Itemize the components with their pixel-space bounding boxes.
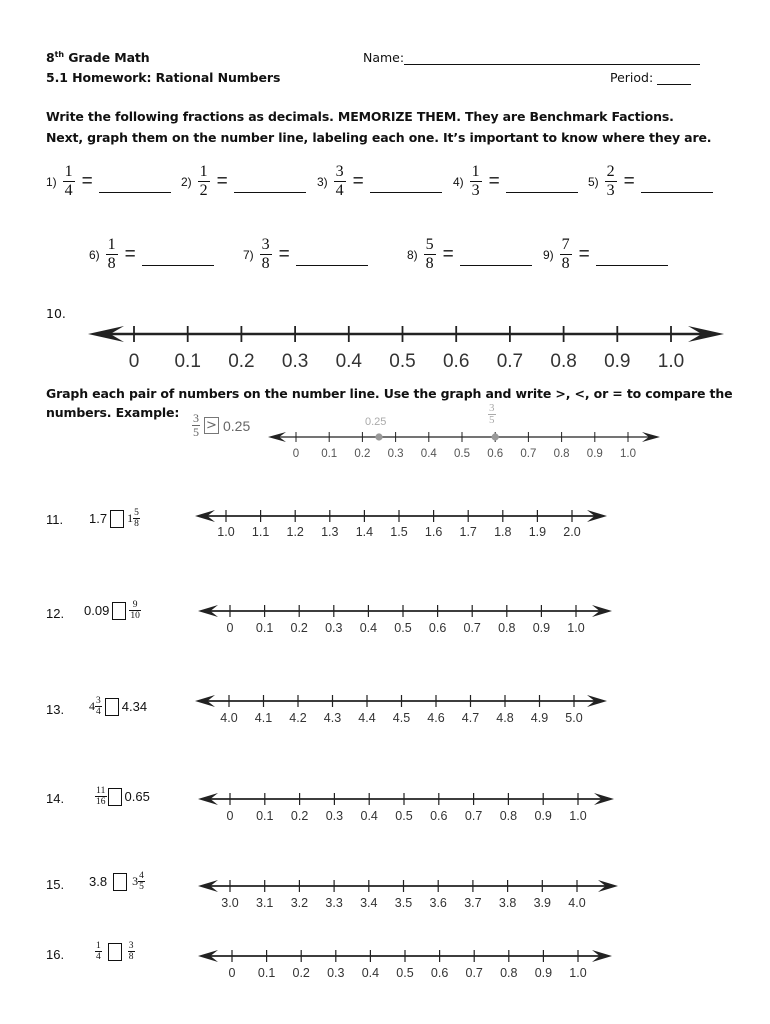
equals-sign: = <box>623 170 635 192</box>
compare-answer-box[interactable] <box>105 698 119 716</box>
tick-label: 0.4 <box>360 809 378 823</box>
tick-label: 0.2 <box>228 351 255 372</box>
tick-label: 0.9 <box>604 351 631 372</box>
problem-number: 2) <box>181 174 192 189</box>
compare-answer-box[interactable] <box>110 510 124 528</box>
grade-number: 8 <box>46 50 55 66</box>
denominator: 8 <box>561 255 570 272</box>
compare-answer-box[interactable] <box>108 788 122 806</box>
numerator: 3 <box>261 236 270 253</box>
question-16-number: 16. <box>46 947 65 962</box>
tick-label: 4.4 <box>358 711 376 725</box>
tick-label: 3.7 <box>464 896 482 910</box>
number-line-10[interactable] <box>88 322 724 374</box>
denominator: 4 <box>96 952 101 962</box>
numerator: 3 <box>193 411 199 425</box>
tick-label: 0.1 <box>256 809 274 823</box>
equals-sign: = <box>442 243 454 265</box>
answer-blank[interactable] <box>99 179 171 193</box>
tick-label: 0 <box>226 621 234 635</box>
denominator: 16 <box>96 797 106 807</box>
numerator: 3 <box>128 941 134 951</box>
numerator: 1 <box>64 163 73 180</box>
right-fraction <box>133 508 140 529</box>
name-label: Name: <box>363 50 405 65</box>
tick-label: 0.6 <box>430 809 448 823</box>
fraction <box>260 236 272 273</box>
denominator: 10 <box>130 611 140 621</box>
denominator: 3 <box>471 182 480 199</box>
tick-label: 4.0 <box>220 711 238 725</box>
tick-label: 5.0 <box>565 711 583 725</box>
tick-label: 0.9 <box>534 809 552 823</box>
answer-blank[interactable] <box>596 252 668 266</box>
plotted-point <box>492 433 499 440</box>
left-mixed-number <box>89 696 102 717</box>
tick-label: 0.9 <box>532 621 551 635</box>
tick-label: 0.2 <box>292 966 310 980</box>
tick-label: 0.1 <box>321 448 338 460</box>
problem-number: 6) <box>89 247 100 262</box>
tick-label: 0.3 <box>325 621 343 635</box>
tick-label: 4.2 <box>289 711 307 725</box>
right-mixed-number <box>127 508 140 529</box>
fraction-problem-1 <box>46 163 171 200</box>
question-14-number: 14. <box>46 791 65 806</box>
tick-label: 3.3 <box>325 896 343 910</box>
name-field[interactable] <box>363 50 700 65</box>
tick-label: 0.9 <box>586 448 603 460</box>
question-15-number: 15. <box>46 877 65 892</box>
problem-number: 7) <box>243 247 254 262</box>
tick-label: 0.7 <box>464 809 483 823</box>
tick-label: 0 <box>226 809 234 823</box>
tick-label: 0.3 <box>387 448 404 460</box>
tick-label: 0 <box>228 966 236 980</box>
tick-label: 3.1 <box>256 896 274 910</box>
fraction-problem-7 <box>243 236 368 273</box>
numerator: 7 <box>561 236 570 253</box>
tick-label: 3.4 <box>360 896 378 910</box>
fraction-problem-9 <box>543 236 668 273</box>
whole: 3 <box>132 874 139 888</box>
answer-blank[interactable] <box>460 252 532 266</box>
assignment-title: 5.1 Homework: Rational Numbers <box>46 70 281 85</box>
denominator: 8 <box>134 519 139 529</box>
fraction <box>63 163 75 200</box>
tick-label: 0.4 <box>335 351 363 372</box>
fraction <box>334 163 346 200</box>
numerator: 3 <box>489 402 495 414</box>
tick-label: 1.6 <box>424 525 443 539</box>
denominator: 8 <box>128 952 134 962</box>
tick-label: 0 <box>292 448 300 460</box>
answer-blank[interactable] <box>370 179 442 193</box>
whole: 4 <box>89 699 95 713</box>
tick-label: 0.5 <box>394 621 412 635</box>
fraction <box>605 163 617 200</box>
tick-label: 0.7 <box>465 966 483 980</box>
question-11-comparison <box>89 508 140 529</box>
denominator: 5 <box>193 425 199 439</box>
tick-label: 3.0 <box>221 896 239 910</box>
number-line-13[interactable] <box>195 691 607 727</box>
left-fraction <box>95 786 107 807</box>
tick-label: 0.7 <box>520 448 537 460</box>
example-value: 0.25 <box>223 417 251 434</box>
period-line[interactable] <box>657 72 691 85</box>
number-line-11[interactable] <box>195 505 607 541</box>
number-line-15[interactable] <box>198 876 618 912</box>
question-11-number: 11. <box>46 512 64 527</box>
fraction <box>424 236 436 273</box>
right-mixed-number <box>132 871 145 892</box>
compare-instructions-line-2: numbers. Example: <box>46 405 180 420</box>
problem-number: 4) <box>453 174 464 189</box>
fraction-problem-2 <box>181 163 306 200</box>
tick-label: 0.3 <box>281 351 309 372</box>
denominator: 8 <box>425 255 434 272</box>
tick-label: 1.0 <box>569 809 587 823</box>
numerator: 1 <box>107 236 116 253</box>
question-13-number: 13. <box>46 702 65 717</box>
answer-blank[interactable] <box>641 179 713 193</box>
grade-subject: Grade Math <box>63 50 150 66</box>
numerator: 4 <box>139 871 144 881</box>
numerator: 3 <box>96 696 101 706</box>
example-comparison <box>192 412 250 439</box>
tick-label: 4.6 <box>427 711 445 725</box>
tick-label: 0.4 <box>420 448 437 460</box>
equals-sign: = <box>81 170 93 192</box>
answer-blank[interactable] <box>234 179 306 193</box>
tick-label: 4.9 <box>530 711 549 725</box>
tick-label: 0.8 <box>553 448 570 460</box>
tick-label: 0 <box>128 351 140 372</box>
example-symbol-box: > <box>204 417 219 434</box>
question-12-number: 12. <box>46 606 65 621</box>
tick-label: 1.0 <box>567 621 585 635</box>
left-fraction <box>95 696 102 717</box>
compare-answer-box[interactable] <box>112 602 126 620</box>
denominator: 4 <box>335 182 344 199</box>
problem-10-label: 10. <box>46 306 66 321</box>
fraction <box>560 236 572 273</box>
equals-sign: = <box>278 243 290 265</box>
left-value: 0.09 <box>84 603 110 618</box>
fraction <box>106 236 118 273</box>
tick-label: 1.0 <box>657 351 685 372</box>
tick-label: 0.9 <box>534 966 553 980</box>
example-point-label-fraction <box>488 403 496 426</box>
grade-title <box>46 50 150 65</box>
example-fraction <box>192 412 200 439</box>
example-point-label-decimal: 0.25 <box>365 416 387 428</box>
equals-sign: = <box>352 170 364 192</box>
denominator: 4 <box>96 707 101 717</box>
answer-blank[interactable] <box>506 179 578 193</box>
tick-label: 1.5 <box>390 525 408 539</box>
right-value: 4.34 <box>121 699 148 714</box>
tick-label: 3.2 <box>290 896 309 910</box>
tick-label: 0.4 <box>359 621 378 635</box>
compare-answer-box[interactable] <box>113 873 127 891</box>
numerator: 5 <box>134 508 139 518</box>
tick-label: 1.2 <box>286 525 304 539</box>
right-fraction <box>128 941 135 962</box>
tick-label: 3.8 <box>498 896 517 910</box>
number-line-12[interactable] <box>198 603 612 639</box>
question-16-comparison <box>95 941 135 962</box>
tick-label: 0.6 <box>430 966 449 980</box>
fraction <box>198 163 210 200</box>
period-field[interactable] <box>610 70 691 85</box>
left-fraction <box>95 941 102 962</box>
numerator: 11 <box>96 786 106 796</box>
tick-label: 1.0 <box>569 966 587 980</box>
tick-label: 1.7 <box>459 525 477 539</box>
problem-number: 5) <box>588 174 599 189</box>
tick-label: 3.6 <box>429 896 447 910</box>
tick-label: 1.3 <box>321 525 339 539</box>
numerator: 1 <box>471 163 480 180</box>
question-13-comparison <box>89 696 147 717</box>
denominator: 3 <box>606 182 615 199</box>
number-line-14[interactable] <box>198 789 614 825</box>
instructions-line-2: Next, graph them on the number line, labeling each one. It’s important to know where they are. <box>46 130 712 145</box>
tick-label: 0.2 <box>290 621 308 635</box>
tick-label: 0.6 <box>442 351 470 372</box>
equals-sign: = <box>216 170 228 192</box>
tick-label: 0.8 <box>499 809 518 823</box>
denominator: 8 <box>261 255 270 272</box>
tick-label: 0.7 <box>496 351 524 372</box>
fraction-problem-5 <box>588 163 713 200</box>
question-15-comparison <box>89 871 145 892</box>
whole: 1 <box>127 511 134 525</box>
equals-sign: = <box>488 170 500 192</box>
fraction-problem-3 <box>317 163 442 200</box>
problem-number: 3) <box>317 174 328 189</box>
problem-number: 9) <box>543 247 554 262</box>
tick-label: 0.7 <box>463 621 481 635</box>
tick-label: 1.1 <box>251 525 270 539</box>
tick-label: 0.4 <box>361 966 380 980</box>
tick-label: 0.6 <box>428 621 447 635</box>
name-line[interactable] <box>404 52 700 65</box>
tick-label: 0.5 <box>454 448 470 460</box>
left-value: 3.8 <box>89 874 108 889</box>
denominator: 2 <box>199 182 208 199</box>
tick-label: 0.3 <box>325 809 344 823</box>
compare-answer-box[interactable] <box>108 943 122 961</box>
numerator: 2 <box>606 163 615 180</box>
left-value: 1.7 <box>89 511 108 526</box>
tick-label: 4.5 <box>392 711 411 725</box>
tick-label: 1.9 <box>528 525 547 539</box>
tick-label: 1.0 <box>620 448 636 460</box>
instructions-line-1: Write the following fractions as decimals. MEMORIZE THEM. They are Benchmark Factions. <box>46 109 674 124</box>
plotted-point <box>375 433 382 440</box>
fraction-problem-4 <box>453 163 578 200</box>
denominator: 8 <box>107 255 116 272</box>
number-line-16[interactable] <box>198 946 612 982</box>
tick-label: 0.5 <box>396 966 414 980</box>
tick-label: 4.7 <box>461 711 480 725</box>
tick-label: 1.4 <box>355 525 374 539</box>
tick-label: 1.8 <box>494 525 512 539</box>
denominator: 5 <box>489 414 495 426</box>
tick-label: 4.1 <box>254 711 273 725</box>
tick-label: 1.0 <box>217 525 235 539</box>
tick-label: 2.0 <box>563 525 581 539</box>
right-fraction <box>129 600 141 621</box>
tick-label: 4.3 <box>323 711 342 725</box>
right-value: 0.65 <box>124 789 150 804</box>
grade-ordinal: th <box>54 50 64 59</box>
fraction-problem-6 <box>89 236 214 273</box>
numerator: 3 <box>335 163 344 180</box>
tick-label: 0.1 <box>174 351 201 372</box>
equals-sign: = <box>578 243 590 265</box>
tick-label: 0.8 <box>550 351 577 372</box>
tick-label: 3.9 <box>533 896 551 910</box>
problem-number: 8) <box>407 247 418 262</box>
tick-label: 0.5 <box>389 351 416 372</box>
period-label: Period: <box>610 70 654 85</box>
answer-blank[interactable] <box>142 252 214 266</box>
problem-number: 1) <box>46 174 57 189</box>
example-number-line <box>268 430 660 462</box>
tick-label: 0.6 <box>487 448 504 460</box>
fraction-problem-8 <box>407 236 532 273</box>
tick-label: 4.0 <box>568 896 586 910</box>
tick-label: 3.5 <box>394 896 413 910</box>
tick-label: 0.1 <box>257 966 276 980</box>
tick-label: 0.8 <box>498 621 516 635</box>
numerator: 5 <box>425 236 434 253</box>
right-fraction <box>138 871 145 892</box>
numerator: 1 <box>96 941 101 951</box>
tick-label: 0.8 <box>500 966 518 980</box>
denominator: 4 <box>64 182 73 199</box>
denominator: 5 <box>139 882 144 892</box>
tick-label: 0.5 <box>395 809 413 823</box>
numerator: 1 <box>199 163 208 180</box>
question-14-comparison <box>95 786 150 807</box>
tick-label: 0.2 <box>354 448 371 460</box>
question-12-comparison <box>84 600 141 621</box>
tick-label: 0.2 <box>290 809 309 823</box>
tick-label: 0.3 <box>327 966 345 980</box>
answer-blank[interactable] <box>296 252 368 266</box>
tick-label: 4.8 <box>496 711 514 725</box>
compare-instructions-line-1: Graph each pair of numbers on the number line. Use the graph and write >, <, or = to compare the <box>46 386 733 401</box>
numerator: 9 <box>132 600 138 610</box>
fraction <box>470 163 482 200</box>
equals-sign: = <box>124 243 136 265</box>
tick-label: 0.1 <box>255 621 274 635</box>
